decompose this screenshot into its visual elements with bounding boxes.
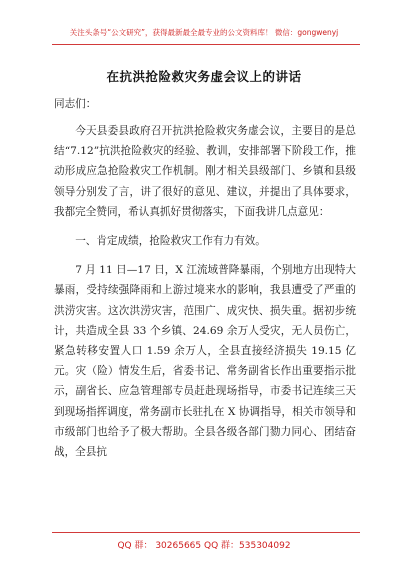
section-heading: 一、肯定成绩，抢险救灾工作有力有效。 (75, 235, 266, 248)
footer-contact: QQ 群： 30265665 QQ 群：535304092 (117, 541, 291, 551)
paragraph: 今天县委县政府召开抗洪抢险救灾务虚会议，主要目的是总结“7.12”抗洪抢险救灾的经验、教训，安排部署下阶段工作，推动形成应急抢险救灾工作机制。刚才相关县级部门、乡镇和县级领导分别发了言，讲了很好的意见、建议，并提出了具体要求，我都完全赞同，希认真抓好贯彻落实，下面我讲几点意见： (54, 125, 356, 218)
paragraph: 7 月 11 日—17 日，X 江流域普降暴雨，个别地方出现特大暴雨，受持续强降雨和上游过境来水的影响，我县遭受了严重的洪涝灾害。这次洪涝灾害，范围广、成灾快、损失重。据初步统计，共造成全县 33 个乡镇、24.69 余万人受灾，无人员伤亡，紧急转移安置人口 1.59 余万人，全县直接经济损失 19.15 亿元。灾（险）情发生后，省委书记、常务副省长作出重要指示批示，副省长、应急管理部专员赶赴现场指导，市委书记连续三天到现场指挥调度，常务副市长驻扎在 X 协调指导，相关市领导和市级部门也给予了极大帮助。全县各级各部门勠力同心、团结奋战，全县抗 (54, 264, 356, 459)
header-banner: 关注头条号“公文研究”，获得最新最全最专业的公文资料库！ 微信：gongwenyj (69, 28, 339, 37)
greeting: 同志们： (54, 98, 97, 110)
document-title: 在抗洪抢险救灾务虚会议上的讲话 (106, 69, 302, 84)
document-body (54, 91, 356, 471)
footer-divider (52, 532, 360, 533)
header-divider (52, 44, 360, 45)
